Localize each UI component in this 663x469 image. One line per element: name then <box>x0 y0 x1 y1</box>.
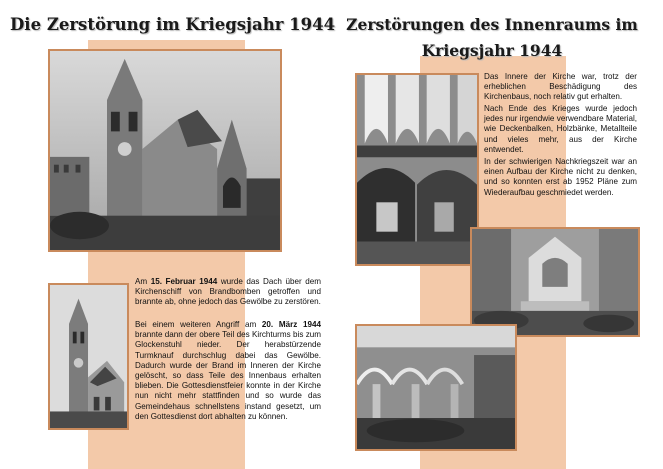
right-paragraph-2: Nach Ende des Krieges wurde jedoch jedes nur irgendwie verwendbare Material, wie Deckenbalken, Holzbänke, Metallteile und vieles mehr, aus der Kirche entwendet. <box>484 104 637 154</box>
nave-rubble-photo <box>355 324 517 451</box>
right-page-title-line-1: Zerstörungen des Innenraums im <box>346 15 638 34</box>
left-page-title: Die Zerstörung im Kriegsjahr 1944 <box>10 15 336 34</box>
right-paragraph-1: Das Innere der Kirche war, trotz der erheblichen Beschädigung des Kirchenbaus, noch relativ gut erhalten. <box>484 72 637 102</box>
date-20-maerz-1944: 20. März 1944 <box>261 320 321 329</box>
left-paragraph-february: Am 15. Februar 1944 wurde das Dach über dem Kirchenschiff von Brandbomben getroffen und brannte ab, ohne jedoch das Gewölbe zu zerstören. <box>135 277 322 307</box>
church-exterior-ruin-photo <box>48 49 282 252</box>
church-interior-nave-photo <box>355 73 479 266</box>
date-15-february-1944: 15. Februar 1944 <box>150 277 218 286</box>
left-paragraph-march: Bei einem weiteren Angriff am 20. März 1944 brannte dann der obere Teil des Kirchturms bis zum Glockenstuhl nieder. Der herabstürzende Turmknauf durchschlug dabei das Gewölbe. Dadurch wurde der Brand im Inneren der Kirche gelöscht, so dass Teile des Innenbaus erhalten blieben. Die Gottesdienstfeier konnte in der Kirche nun nicht mehr stattfinden und so wurde das Gemeindehaus schnellstens instand gesetzt, um den Gottesdienst dort abhalten zu können. <box>135 320 321 421</box>
right-page-title-line-2: Kriegsjahr 1944 <box>421 41 563 60</box>
right-paragraph-3: In der schwierigen Nachkriegszeit war an einen Aufbau der Kirche nicht zu denken, und so konnten erst ab 1952 Pläne zum Wiederaufbau geschmiedet werden. <box>484 157 637 197</box>
altar-ruin-photo <box>470 227 640 337</box>
tower-ruin-photo <box>48 283 129 430</box>
